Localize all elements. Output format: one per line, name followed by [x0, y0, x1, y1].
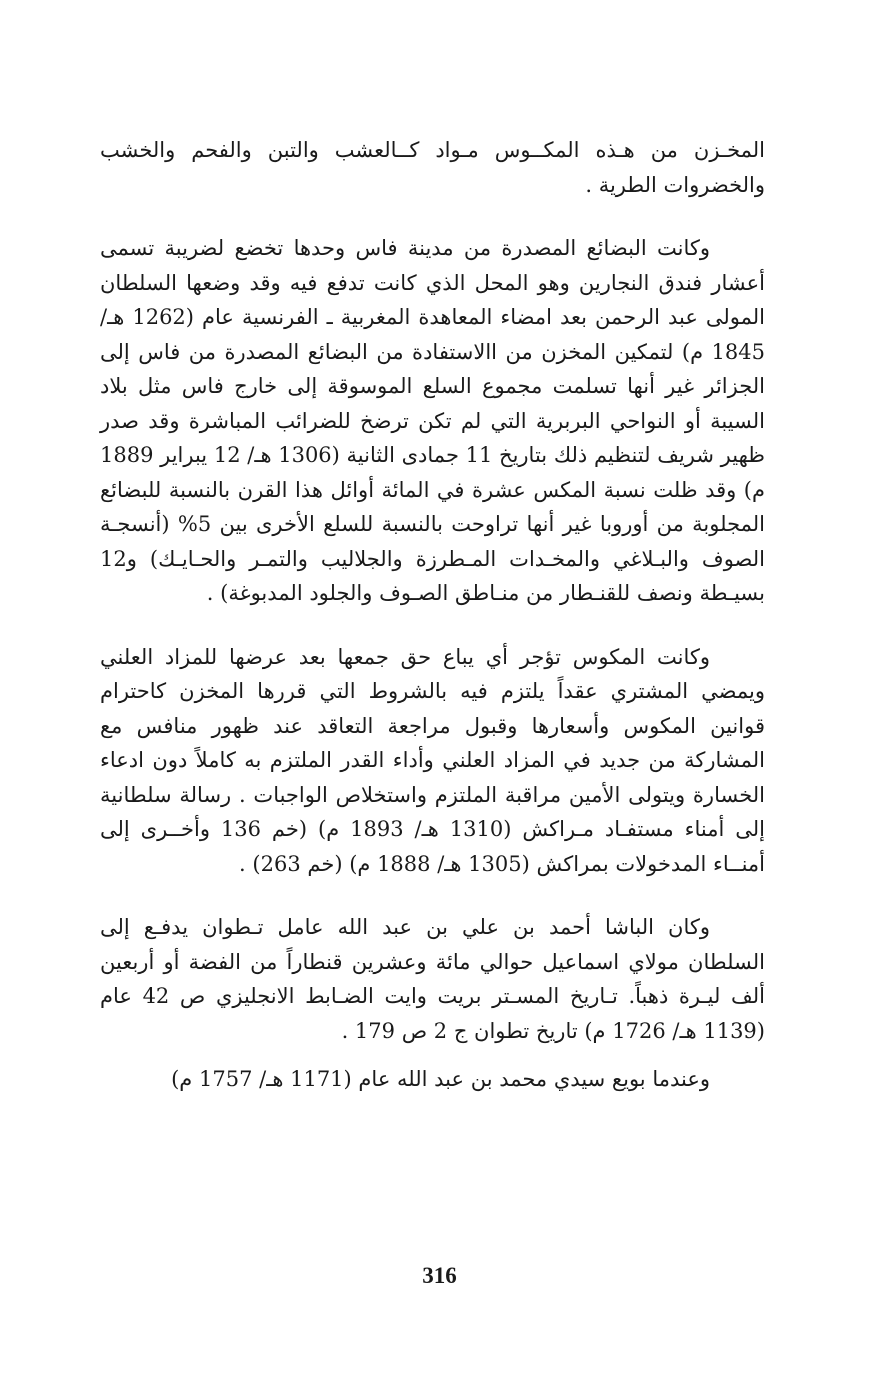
- page-body: [100, 133, 765, 1097]
- paragraph-sidi-mohammed: وعندما بويع سيدي محمد بن عبد الله عام (1171 هـ/ 1757 م): [171, 1067, 710, 1091]
- paragraph-fes-goods-tax: وكانت البضائع المصدرة من مدينة فاس وحدها تخضع لضريبة تسمى أعشار فندق النجارين وهو المحل الذي كانت تدفع فيه وقد وضعها السلطان المولى عبد الرحمن بعد امضاء المعاهدة المغربية ـ الفرنسية عام (1262 هـ/ 1845 م) لتمكين المخزن من االاستفادة من البضائع المصدرة من فاس إلى الجزائر غير أنها تسلمت مجموع السلع الموسوقة إلى خارج فاس مثل بلاد السيبة أو النواحي البربرية التي لم تكن ترضخ للضرائب المباشرة وقد صدر ظهير شريف لتنظيم ذلك بتاريخ 11 جمادى الثانية (1306 هـ/ 12 يبراير 1889 م) وقد ظلت نسبة المكس عشرة في المائة أوائل هذا القرن بالنسبة للبضائع المجلوبة من أوروبا غير أنها تراوحت بالنسبة للسلع الأخرى بين 5% (أنسجـة الصوف والبـلاغي والمخـدات المـطرزة والجلاليب والتمـر والحـايـك) و12 بسيـطة ونصف للقنـطار من منـاطق الصـوف والجلود المدبوغة) .: [99, 236, 766, 605]
- paragraph-customs-auction: وكانت المكوس تؤجر أي يباع حق جمعها بعد عرضها للمزاد العلني ويمضي المشتري عقداً يلتزم فيه بالشروط التي قررها المخزن كاحترام قوانين المكوس وأسعارها وقبول مراجعة التعاقد عند ظهور منافس مع المشاركة من جديد في المزاد العلني وأداء القدر الملتزم به كاملاً دون ادعاء الخسارة ويتولى الأمين مراقبة الملتزم واستخلاص الواجبات . رسالة سلطانية إلى أمناء مستفـاد مـراكش (1310 هـ/ 1893 م) (خم 136 وأخــرى إلى أمنــاء المدخولات بمراكش (1305 هـ/ 1888 م) (خم 263) .: [100, 644, 766, 876]
- paragraph-makhzen-goods: المخـزن من هـذه المكــوس مـواد كــالعشب والتبن والفحم والخشب والخضروات الطرية .: [100, 138, 765, 197]
- paragraph-pasha-tetouan: وكان الباشا أحمد بن علي بن عبد الله عامل تـطوان يدفـع إلى السلطان مولاي اسماعيل حوالي مائة وعشرين قنطاراً من الفضة أو أربعين ألف ليـرة ذهباً. تـاريخ المسـتر بريت وايت الضـابط الانجليزي ص 42 عام (1139 هـ/ 1726 م) تاريخ تطوان ج 2 ص 179 .: [100, 915, 765, 1043]
- page-number: 316: [422, 1263, 457, 1288]
